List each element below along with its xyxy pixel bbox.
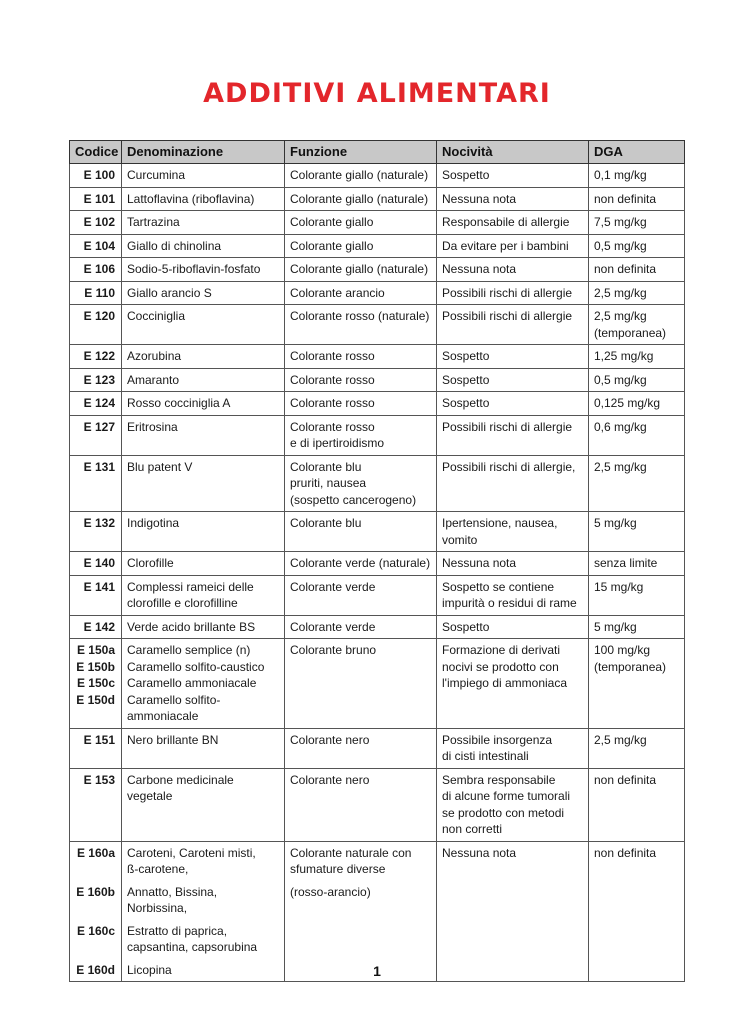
cell-dga-line: 0,6 mg/kg (594, 419, 647, 434)
cell-dga (589, 392, 685, 416)
cell-harm-line: Formazione di derivati (442, 643, 561, 657)
table-row (70, 187, 685, 211)
cell-code-line: E 150a (76, 643, 115, 657)
cell-name (122, 164, 285, 188)
cell-name-line: ß-carotene, (127, 862, 189, 876)
cell-harm (437, 841, 589, 982)
cell-code (70, 455, 122, 512)
cell-dga (589, 281, 685, 305)
cell-name-line: Caramello semplice (n) (127, 643, 251, 657)
cell-code-line: E 153 (83, 772, 115, 787)
cell-function (285, 768, 437, 841)
header-funzione: Funzione (285, 141, 437, 164)
cell-harm (437, 187, 589, 211)
cell-harm (437, 392, 589, 416)
cell-name-line: Caroteni, Caroteni misti, (127, 845, 256, 860)
cell-function (285, 234, 437, 258)
cell-harm-line: Nessuna nota (442, 556, 517, 570)
cell-name-line: Complessi rameici delle (127, 579, 254, 594)
cell-function-line: Colorante giallo (naturale) (290, 191, 429, 206)
table-row (70, 305, 685, 345)
cell-harm-line: Sospetto (442, 349, 490, 363)
cell-harm (437, 512, 589, 552)
table-row (70, 768, 685, 841)
cell-function-line: (sospetto cancerogeno) (290, 492, 417, 507)
cell-name-line: vegetale (127, 789, 173, 803)
cell-harm-line: Possibili rischi di allergie (442, 419, 573, 434)
cell-function-line: Colorante rosso (290, 396, 375, 410)
cell-name-line: Tartrazina (127, 215, 180, 229)
table-row (70, 345, 685, 369)
cell-code (70, 512, 122, 552)
cell-harm (437, 415, 589, 455)
cell-dga (589, 768, 685, 841)
cell-code-line: E 160b (76, 884, 115, 899)
cell-name (122, 728, 285, 768)
cell-dga-line: non definita (594, 262, 657, 276)
cell-dga (589, 728, 685, 768)
cell-harm (437, 164, 589, 188)
cell-harm (437, 211, 589, 235)
cell-code-line: E 150c (76, 676, 115, 690)
cell-code-line: E 160a (76, 845, 115, 860)
cell-dga-line: 1,25 mg/kg (594, 349, 654, 363)
cell-function-line: Colorante rosso (290, 349, 375, 363)
cell-harm-line: Da evitare per i bambini (442, 238, 569, 253)
cell-name-line: Sodio-5-riboflavin-fosfato (127, 262, 261, 276)
cell-function-line: Colorante naturale con (290, 845, 412, 860)
cell-function (285, 368, 437, 392)
cell-name (122, 575, 285, 615)
cell-name-line: Azorubina (127, 349, 182, 363)
cell-name-line: Estratto di paprica, (127, 923, 228, 938)
cell-dga-line: 5 mg/kg (594, 619, 637, 634)
cell-harm-line: vomito (442, 532, 478, 547)
cell-name-line: Indigotina (127, 516, 180, 530)
cell-harm-line: di cisti intestinali (442, 749, 529, 763)
cell-name-line: Norbissina, (127, 901, 188, 915)
cell-function-line: Colorante blu (290, 459, 362, 474)
cell-name (122, 455, 285, 512)
cell-harm-line: Responsabile di allergie (442, 215, 570, 229)
cell-harm-line: Ipertensione, nausea, (442, 516, 558, 530)
cell-function-line: Colorante rosso (naturale) (290, 309, 430, 323)
cell-function-line: Colorante blu (290, 516, 362, 530)
table-header-row (70, 141, 685, 164)
cell-function (285, 281, 437, 305)
cell-harm-line: di alcune forme tumorali (442, 789, 571, 803)
cell-harm-line: l'impiego di ammoniaca (442, 676, 568, 690)
cell-function-line: Colorante rosso (290, 419, 375, 434)
cell-code-line: E 124 (83, 396, 115, 410)
cell-name-line: clorofille e clorofilline (127, 596, 238, 610)
cell-code (70, 728, 122, 768)
cell-function-line: Colorante bruno (290, 643, 377, 657)
additives-table (69, 140, 685, 982)
cell-name (122, 258, 285, 282)
cell-code (70, 368, 122, 392)
cell-harm-line: nocivi se prodotto con (442, 659, 559, 674)
table-row (70, 455, 685, 512)
cell-dga-line: 2,5 mg/kg (594, 459, 647, 474)
header-dga: DGA (589, 141, 685, 164)
cell-function-line: Colorante rosso (290, 372, 375, 387)
cell-name (122, 552, 285, 576)
cell-function (285, 512, 437, 552)
cell-dga (589, 415, 685, 455)
cell-harm (437, 368, 589, 392)
cell-function (285, 305, 437, 345)
table-row (70, 258, 685, 282)
cell-function-line: Colorante giallo (290, 238, 374, 253)
cell-code (70, 639, 122, 729)
cell-code (70, 187, 122, 211)
cell-function-line: Colorante giallo (290, 215, 374, 229)
cell-name-line: Curcumina (127, 168, 186, 182)
cell-function-line: sfumature diverse (290, 862, 386, 876)
cell-dga (589, 345, 685, 369)
cell-code (70, 281, 122, 305)
header-nocivita: Nocività (437, 141, 589, 164)
cell-harm-line: Sembra responsabile (442, 772, 556, 787)
cell-name-line: Clorofille (127, 556, 174, 570)
cell-name (122, 187, 285, 211)
cell-function-line: pruriti, nausea (290, 476, 367, 490)
cell-harm-line: Possibili rischi di allergie, (442, 459, 576, 474)
cell-function (285, 615, 437, 639)
table-row (70, 615, 685, 639)
cell-harm-line: Nessuna nota (442, 262, 517, 276)
cell-function-line: Colorante giallo (naturale) (290, 262, 429, 276)
cell-code (70, 305, 122, 345)
table-row (70, 639, 685, 729)
cell-dga-line: 0,125 mg/kg (594, 396, 661, 410)
cell-harm-line: Possibili rischi di allergie (442, 285, 573, 300)
cell-name (122, 639, 285, 729)
cell-harm-line: Sospetto se contiene (442, 579, 555, 594)
cell-function-line: Colorante verde (290, 579, 376, 594)
cell-dga (589, 234, 685, 258)
cell-name-line: Amaranto (127, 372, 180, 387)
cell-function (285, 345, 437, 369)
cell-code (70, 211, 122, 235)
table-row (70, 164, 685, 188)
cell-dga-line: (temporanea) (594, 659, 667, 674)
cell-dga-line: 0,1 mg/kg (594, 168, 647, 182)
cell-code (70, 258, 122, 282)
cell-harm (437, 281, 589, 305)
cell-name-line: Caramello solfito-ammoniacale (127, 692, 221, 723)
cell-name-line: Eritrosina (127, 419, 178, 434)
cell-name-line: Verde acido brillante BS (127, 619, 256, 634)
cell-code (70, 615, 122, 639)
cell-code-line: E 141 (83, 579, 115, 594)
table-row (70, 512, 685, 552)
cell-dga (589, 211, 685, 235)
cell-harm (437, 345, 589, 369)
cell-code (70, 415, 122, 455)
cell-function-line: Colorante nero (290, 772, 370, 787)
cell-dga-line: 2,5 mg/kg (594, 309, 647, 323)
cell-dga-line: 2,5 mg/kg (594, 732, 647, 747)
cell-harm (437, 615, 589, 639)
cell-harm (437, 639, 589, 729)
cell-code (70, 234, 122, 258)
cell-function-line: Colorante verde (naturale) (290, 556, 431, 570)
cell-name (122, 305, 285, 345)
cell-code-line: E 127 (83, 419, 115, 434)
cell-code-line: E 123 (83, 372, 115, 387)
cell-name-line: Giallo di chinolina (127, 238, 222, 253)
cell-harm (437, 305, 589, 345)
cell-dga-line: 15 mg/kg (594, 579, 644, 594)
cell-dga-line: 100 mg/kg (594, 643, 651, 657)
table-row (70, 234, 685, 258)
cell-name-line: Nero brillante BN (127, 732, 219, 747)
cell-code-line: E 101 (83, 191, 115, 206)
cell-dga-line: non definita (594, 845, 657, 860)
table-row (70, 392, 685, 416)
cell-function (285, 187, 437, 211)
table-row (70, 552, 685, 576)
cell-code-line: E 140 (83, 556, 115, 570)
cell-function-line: e di ipertiroidismo (290, 436, 385, 450)
page-number: 1 (373, 963, 381, 979)
cell-dga-line: 5 mg/kg (594, 516, 637, 530)
cell-name (122, 768, 285, 841)
cell-harm-line: Sospetto (442, 619, 490, 634)
cell-name-line: Caramello solfito-caustico (127, 659, 265, 674)
cell-harm-line: se prodotto con metodi (442, 805, 565, 820)
cell-code-line: E 106 (83, 262, 115, 276)
cell-function-line: Colorante nero (290, 732, 370, 747)
cell-name (122, 841, 285, 982)
cell-code-line: E 150d (76, 692, 115, 707)
cell-harm (437, 575, 589, 615)
cell-harm-line: Nessuna nota (442, 845, 517, 860)
header-codice: Codice (70, 141, 122, 164)
cell-dga (589, 164, 685, 188)
cell-dga-line: non definita (594, 191, 657, 206)
cell-function (285, 415, 437, 455)
table-row (70, 281, 685, 305)
cell-code (70, 768, 122, 841)
cell-dga (589, 575, 685, 615)
cell-code-line: E 142 (83, 619, 115, 634)
cell-dga-line: 0,5 mg/kg (594, 238, 647, 253)
page-title: ADDITIVI ALIMENTARI (203, 78, 551, 109)
cell-function (285, 552, 437, 576)
cell-name (122, 392, 285, 416)
cell-name (122, 211, 285, 235)
cell-harm-line: non corretti (442, 822, 503, 836)
cell-function (285, 639, 437, 729)
cell-name-line: Annatto, Bissina, (127, 884, 218, 899)
cell-code (70, 164, 122, 188)
cell-harm (437, 768, 589, 841)
cell-name-line: Lattoflavina (riboflavina) (127, 191, 255, 206)
cell-dga-line: 2,5 mg/kg (594, 285, 647, 300)
cell-name-line: Blu patent V (127, 459, 193, 474)
table-row (70, 728, 685, 768)
cell-harm-line: Sospetto (442, 372, 490, 387)
cell-name (122, 368, 285, 392)
cell-function-line: Colorante verde (290, 619, 376, 634)
cell-function (285, 164, 437, 188)
header-denominazione: Denominazione (122, 141, 285, 164)
cell-name-line: Giallo arancio S (127, 285, 212, 300)
cell-name (122, 512, 285, 552)
cell-code-line: E 150b (76, 659, 115, 674)
table-row (70, 575, 685, 615)
cell-function (285, 392, 437, 416)
cell-code-line: E 110 (84, 285, 115, 300)
cell-dga (589, 615, 685, 639)
cell-dga-line: 7,5 mg/kg (594, 215, 647, 229)
cell-code (70, 552, 122, 576)
cell-code-line: E 122 (83, 349, 115, 363)
table-row (70, 368, 685, 392)
cell-name (122, 345, 285, 369)
cell-dga-line: non definita (594, 772, 657, 787)
cell-code-line: E 104 (83, 238, 115, 253)
cell-dga-line: (temporanea) (594, 325, 667, 340)
cell-harm-line: Sospetto (442, 396, 490, 410)
cell-function (285, 211, 437, 235)
cell-dga (589, 512, 685, 552)
cell-name (122, 415, 285, 455)
cell-function-line: (rosso-arancio) (290, 884, 371, 899)
cell-harm (437, 234, 589, 258)
table-row (70, 841, 685, 982)
cell-name-line: Caramello ammoniacale (127, 676, 257, 690)
cell-harm-line: Sospetto (442, 168, 490, 182)
cell-code-line: E 131 (83, 459, 115, 474)
cell-harm (437, 258, 589, 282)
table-row (70, 415, 685, 455)
cell-dga-line: senza limite (594, 556, 658, 570)
cell-function-line: Colorante giallo (naturale) (290, 168, 429, 182)
table-row (70, 211, 685, 235)
cell-function (285, 728, 437, 768)
cell-function (285, 575, 437, 615)
cell-code-line: E 160d (76, 962, 115, 977)
cell-function (285, 258, 437, 282)
cell-function-line: Colorante arancio (290, 285, 385, 300)
cell-code (70, 392, 122, 416)
cell-harm-line: Possibili rischi di allergie (442, 309, 573, 323)
cell-code (70, 841, 122, 982)
cell-code-line: E 151 (83, 732, 115, 747)
cell-dga (589, 368, 685, 392)
cell-dga (589, 639, 685, 729)
cell-harm (437, 455, 589, 512)
cell-dga (589, 258, 685, 282)
cell-name (122, 234, 285, 258)
cell-harm (437, 728, 589, 768)
cell-name-line: capsantina, capsorubina (127, 940, 258, 954)
cell-code-line: E 120 (83, 309, 115, 323)
table-body (70, 164, 685, 982)
cell-code (70, 575, 122, 615)
cell-name-line: Cocciniglia (127, 309, 186, 323)
cell-code (70, 345, 122, 369)
cell-harm (437, 552, 589, 576)
cell-code-line: E 102 (83, 215, 115, 229)
cell-code-line: E 160c (76, 923, 115, 938)
cell-function (285, 455, 437, 512)
cell-dga (589, 187, 685, 211)
cell-dga-line: 0,5 mg/kg (594, 372, 647, 387)
cell-harm-line: Nessuna nota (442, 191, 517, 206)
cell-function (285, 841, 437, 982)
cell-code-line: E 132 (83, 516, 115, 530)
cell-harm-line: Possibile insorgenza (442, 732, 553, 747)
cell-dga (589, 841, 685, 982)
cell-name-line: Carbone medicinale (127, 772, 234, 787)
cell-code-line: E 100 (83, 168, 115, 182)
cell-name (122, 281, 285, 305)
cell-name (122, 615, 285, 639)
cell-name-line: Rosso cocciniglia A (127, 396, 231, 410)
cell-name-line: Licopina (127, 962, 172, 977)
cell-dga (589, 552, 685, 576)
cell-dga (589, 305, 685, 345)
cell-dga (589, 455, 685, 512)
cell-harm-line: impurità o residui di rame (442, 596, 577, 610)
